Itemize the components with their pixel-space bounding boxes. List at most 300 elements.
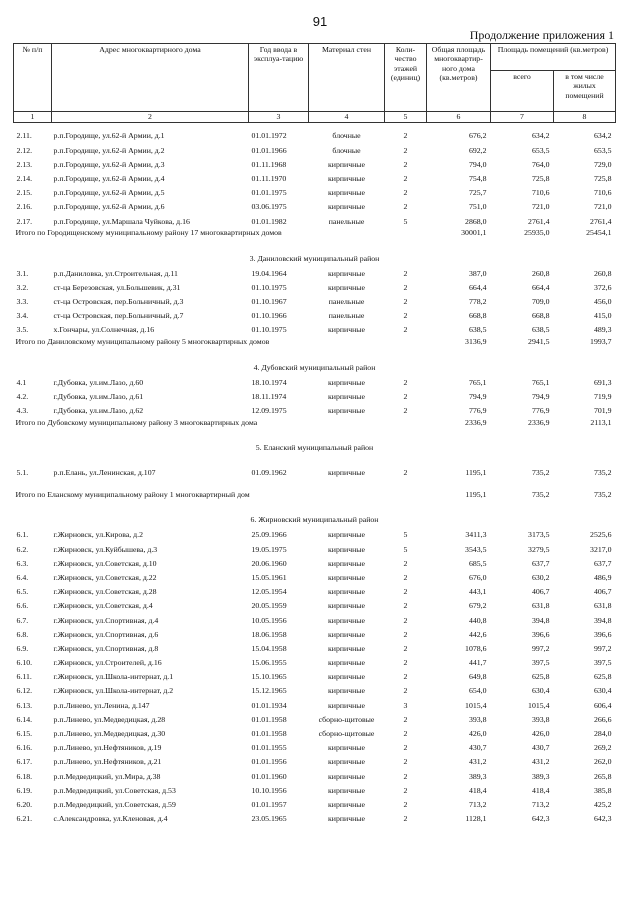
row-address: р.п.Медведицкий, ул.Мира, д.38 [53,771,161,781]
apartment-buildings-table [13,43,616,826]
row-material: кирпичные [328,785,365,795]
row-year: 15.04.1958 [251,643,287,653]
row-address: р.п.Линево, ул.Нефтяников, д.19 [53,743,162,753]
row-material: кирпичные [328,468,365,478]
row-year: 01.09.1962 [251,468,287,478]
row-number: 6.12. [16,686,33,696]
row-premises-living: 385,8 [593,785,612,795]
row-address: г.Жирновск, ул.Школа-интернат, д.2 [53,686,174,696]
row-material: кирпичные [328,743,365,753]
district-total-row [14,228,616,250]
table-row [14,542,616,556]
row-floors: 2 [403,601,408,611]
row-material: кирпичные [328,377,365,387]
row-premises-all: 713,2 [531,799,550,809]
table-row [14,613,616,627]
row-total-area: 389,3 [468,771,487,781]
page-number: 91 [312,14,328,29]
row-floors: 2 [403,145,408,155]
district-total-row [14,418,616,440]
row-floors: 2 [403,406,408,416]
row-floors: 5 [403,544,408,554]
row-premises-all: 396,6 [531,629,550,639]
district-heading-row [14,359,616,375]
row-floors: 2 [403,377,408,387]
row-premises-all: 637,7 [531,558,550,568]
total-spacer [385,490,427,512]
row-year: 03.06.1975 [251,202,287,212]
row-floors: 2 [403,202,408,212]
row-premises-living: 3217,0 [590,544,612,554]
row-material: кирпичные [328,530,365,540]
row-number: 4.2. [16,391,29,401]
row-material: кирпичные [328,601,365,611]
row-address: р.п.Медведицкий, ул.Советская, д.59 [53,799,176,809]
row-address: с.Александровка, ул.Кленовая, д.4 [53,814,168,824]
row-total-area: 668,8 [468,311,487,321]
row-floors: 2 [403,672,408,682]
total-label: Итого по Городищенскому муниципальному району 17 многоквартирных домов [15,228,282,238]
table-row [14,143,616,157]
row-year: 20.05.1959 [251,601,287,611]
row-total-area: 725,7 [468,188,487,198]
row-year: 15.10.1965 [251,672,287,682]
row-gap [14,480,616,490]
row-year: 01.01.1956 [251,757,287,767]
row-total-area: 2868,0 [465,216,487,226]
row-year: 01.01.1975 [251,188,287,198]
row-year: 12.09.1975 [251,406,287,416]
row-floors: 2 [403,325,408,335]
total-premises-living: 735,2 [593,490,612,499]
row-number: 6.5. [16,587,29,597]
row-material: кирпичные [328,544,365,554]
total-premises-living: 25454,1 [586,228,612,238]
row-premises-all: 710,6 [531,188,550,198]
row-address: г.Жирновск, ул.Советская, д.22 [53,572,157,582]
row-premises-living: 396,6 [593,629,612,639]
table-row [14,295,616,309]
row-year: 01.01.1960 [251,771,287,781]
row-premises-all: 764,0 [531,159,550,169]
row-premises-living: 653,5 [593,145,612,155]
row-address: р.п.Городище, ул.62-й Армии, д.5 [53,188,165,198]
row-number: 6.4. [16,572,29,582]
table-row [14,466,616,480]
row-total-area: 794,9 [468,391,487,401]
row-number: 4.1 [16,377,27,387]
row-premises-all: 630,2 [531,572,550,582]
row-floors: 2 [403,629,408,639]
row-year: 10.10.1956 [251,785,287,795]
row-total-area: 3411,3 [465,530,487,540]
table-header [14,44,616,123]
row-address: р.п.Медведицкий, ул.Советская, д.53 [53,785,176,795]
row-floors: 2 [403,658,408,668]
row-number: 6.19. [16,785,33,795]
row-floors: 2 [403,643,408,653]
table-row [14,727,616,741]
row-total-area: 751,0 [468,202,487,212]
row-year: 01.01.1958 [251,714,287,724]
row-premises-all: 393,8 [531,714,550,724]
row-premises-all: 776,9 [531,406,550,416]
row-year: 01.11.1968 [251,159,287,169]
row-premises-living: 691,3 [593,377,612,387]
row-material: панельные [328,216,365,226]
row-number: 3.2. [16,282,29,292]
row-material: кирпичные [328,282,365,292]
row-premises-living: 284,0 [593,729,612,739]
row-premises-all: 634,2 [531,131,550,141]
row-year: 15.06.1955 [251,658,287,668]
row-year: 01.10.1975 [251,325,287,335]
row-number: 6.3. [16,558,29,568]
table-row [14,627,616,641]
row-floors: 2 [403,686,408,696]
column-number: 5 [385,112,427,123]
row-premises-living: 735,2 [593,468,612,478]
row-floors: 2 [403,572,408,582]
header-premises-all: всего [491,71,554,112]
table-row [14,323,616,337]
row-number: 6.13. [16,700,33,710]
row-floors: 2 [403,814,408,824]
row-number: 6.10. [16,658,33,668]
row-premises-living: 997,2 [593,643,612,653]
row-address: г.Жирновск, ул.Советская, д.28 [53,587,157,597]
row-total-area: 679,2 [468,601,487,611]
row-year: 01.01.1972 [251,131,287,141]
row-address: г.Жирновск, ул.Кирова, д.2 [53,530,143,540]
row-number: 6.14. [16,714,33,724]
row-total-area: 778,2 [468,297,487,307]
column-number: 4 [309,112,385,123]
row-material: кирпичные [328,325,365,335]
row-material: кирпичные [328,159,365,169]
row-address: г.Дубовка, ул.им.Лазо, д.61 [53,391,144,401]
table-row [14,556,616,570]
row-total-area: 431,2 [468,757,487,767]
row-year: 01.01.1958 [251,729,287,739]
row-premises-living: 721,0 [593,202,612,212]
row-year: 15.12.1965 [251,686,287,696]
total-spacer [385,337,427,359]
total-area: 3136,9 [465,337,487,347]
table-row [14,172,616,186]
table-body [14,123,616,826]
row-year: 19.04.1964 [251,268,287,278]
row-year: 10.05.1956 [251,615,287,625]
row-total-area: 1128,1 [465,814,487,824]
table-row [14,528,616,542]
row-address: г.Жирновск, ул.Школа-интернат, д.1 [53,672,174,682]
row-year: 18.11.1974 [251,391,287,401]
column-number: 8 [554,112,616,123]
row-floors: 2 [403,282,408,292]
row-premises-all: 630,4 [531,686,550,696]
header-total-area: Общая площадь многоквартир-ного дома (кв.метров) [427,44,491,112]
row-number: 2.14. [16,173,33,183]
row-year: 15.05.1961 [251,572,287,582]
row-number: 6.15. [16,729,33,739]
row-premises-all: 625,8 [531,672,550,682]
row-total-area: 685,5 [468,558,487,568]
row-number: 6.21. [16,814,33,824]
row-premises-living: 710,6 [593,188,612,198]
row-number: 6.2. [16,544,29,554]
row-total-area: 426,0 [468,729,487,739]
continuation-caption: Продолжение приложения 1 [469,28,614,42]
row-floors: 2 [403,714,408,724]
row-material: кирпичные [328,587,365,597]
row-year: 01.11.1970 [251,173,287,183]
row-number: 6.17. [16,757,33,767]
row-total-area: 1015,4 [465,700,487,710]
row-premises-all: 397,5 [531,658,550,668]
row-total-area: 776,9 [468,406,487,416]
row-floors: 2 [403,188,408,198]
row-premises-all: 406,7 [531,587,550,597]
row-address: г.Жирновск, ул.Спортивная, д.8 [53,643,159,653]
table-row [14,670,616,684]
row-material: блочные [332,131,361,141]
row-number: 6.6. [16,601,29,611]
table-row [14,656,616,670]
row-number: 6.8. [16,629,29,639]
row-gap [14,456,616,466]
header-floors: Коли-чество этажей (единиц) [385,44,427,112]
row-premises-all: 735,2 [531,468,550,478]
row-material: кирпичные [328,700,365,710]
row-number: 6.16. [16,743,33,753]
total-label: Итого по Дубовскому муниципальному району 3 многоквартирных дома [15,417,258,427]
row-year: 01.10.1967 [251,297,287,307]
row-number: 3.3. [16,297,29,307]
row-premises-living: 262,0 [593,757,612,767]
row-address: г.Жирновск, ул.Строителей, д.16 [53,658,162,668]
row-material: кирпичные [328,173,365,183]
table-row [14,599,616,613]
row-address: г.Жирновск, ул.Советская, д.4 [53,601,153,611]
row-material: кирпичные [328,391,365,401]
row-floors: 2 [403,173,408,183]
row-premises-all: 631,8 [531,601,550,611]
header-num: № п/п [14,44,52,112]
row-premises-living: 634,2 [593,131,612,141]
row-total-area: 664,4 [468,282,487,292]
row-total-area: 676,2 [468,131,487,141]
row-material: кирпичные [328,672,365,682]
row-material: сборно-щитовые [318,714,375,724]
row-number: 2.17. [16,216,33,226]
row-premises-all: 430,7 [531,743,550,753]
table-row [14,404,616,418]
row-number: 6.11. [16,672,32,682]
row-total-area: 754,8 [468,173,487,183]
table-row [14,783,616,797]
row-premises-all: 765,1 [531,377,550,387]
district-total-row [14,490,616,512]
row-premises-all: 389,3 [531,771,550,781]
row-address: р.п.Городище, ул.62-й Армии, д.3 [53,159,165,169]
row-year: 18.10.1974 [251,377,287,387]
district-heading: 6. Жирновский муниципальный район [250,515,379,525]
row-year: 20.06.1960 [251,558,287,568]
row-address: р.п.Городище, ул.62-й Армии, д.6 [53,202,165,212]
row-total-area: 387,0 [468,268,487,278]
row-premises-all: 997,2 [531,643,550,653]
row-address: ст-ца Островская, пер.Больничный, д.3 [53,297,184,307]
row-floors: 2 [403,615,408,625]
header-year: Год ввода в эксплуа-тацию [249,44,309,112]
row-premises-living: 394,8 [593,615,612,625]
row-floors: 2 [403,268,408,278]
district-heading-row [14,440,616,456]
row-material: кирпичные [328,643,365,653]
district-heading: 4. Дубовский муниципальный район [253,362,376,372]
row-address: р.п.Даниловка, ул.Строительная, д.11 [53,268,178,278]
row-premises-living: 630,4 [593,686,612,696]
header-premises-area: Площадь помещений (кв.метров) [491,44,616,71]
row-total-area: 638,5 [468,325,487,335]
row-premises-living: 642,3 [593,814,612,824]
table-row [14,281,616,295]
row-material: сборно-щитовые [318,729,375,739]
row-number: 6.1. [16,530,29,540]
total-premises-living: 2113,1 [590,417,612,427]
header-premises-living: в том числе жилых помещений [554,71,616,112]
table-row [14,266,616,280]
header-material: Материал стен [309,44,385,112]
row-premises-all: 431,2 [531,757,550,767]
row-number: 2.11. [16,131,32,141]
row-number: 2.13. [16,159,33,169]
row-premises-living: 486,9 [593,572,612,582]
row-material: кирпичные [328,658,365,668]
row-year: 19.05.1975 [251,544,287,554]
row-number: 4.3. [16,406,29,416]
row-address: г.Жирновск, ул.Куйбышева, д.3 [53,544,158,554]
table-row [14,214,616,228]
total-premises-all: 2941,5 [528,337,550,347]
row-address: х.Гончары, ул.Солнечная, д.16 [53,325,155,335]
row-material: кирпичные [328,202,365,212]
table-row [14,309,616,323]
district-heading: 5. Еланский муниципальный район [255,443,374,453]
gap-cell [14,456,616,466]
total-spacer [385,228,427,250]
row-year: 12.05.1954 [251,587,287,597]
row-premises-living: 701,9 [593,406,612,416]
table-row [14,755,616,769]
row-address: ст-ца Березовская, ул.Большевик, д.31 [53,282,181,292]
row-premises-all: 1015,4 [528,700,550,710]
district-heading-row [14,512,616,528]
row-number: 2.12. [16,145,33,155]
table-row [14,571,616,585]
row-total-area: 765,1 [468,377,487,387]
district-heading: 3. Даниловский муниципальный район [249,253,380,263]
row-floors: 2 [403,391,408,401]
total-label: Итого по Даниловскому муниципальному району 5 многоквартирных домов [15,337,270,347]
row-floors: 3 [403,700,408,710]
row-address: р.п.Линево, ул.Медведицкая, д.28 [53,714,166,724]
row-year: 01.01.1955 [251,743,287,753]
row-total-area: 713,2 [468,799,487,809]
row-address: г.Жирновск, ул.Спортивная, д.4 [53,615,159,625]
row-total-area: 442,6 [468,629,487,639]
row-number: 2.15. [16,188,33,198]
row-material: блочные [332,145,361,155]
row-number: 3.5. [16,325,29,335]
table-row [14,741,616,755]
row-premises-all: 709,0 [531,297,550,307]
row-premises-living: 425,2 [593,799,612,809]
row-year: 23.05.1965 [251,814,287,824]
column-number: 3 [249,112,309,123]
row-premises-all: 725,8 [531,173,550,183]
row-material: кирпичные [328,615,365,625]
row-total-area: 794,0 [468,159,487,169]
table-row [14,698,616,712]
row-premises-all: 653,5 [531,145,550,155]
row-premises-all: 394,8 [531,615,550,625]
row-floors: 5 [403,530,408,540]
total-premises-all: 25935,0 [524,228,550,238]
row-premises-living: 397,5 [593,658,612,668]
row-floors: 2 [403,757,408,767]
row-floors: 2 [403,799,408,809]
row-premises-living: 406,7 [593,587,612,597]
row-premises-living: 372,6 [593,282,612,292]
row-total-area: 441,7 [468,658,487,668]
row-floors: 2 [403,297,408,307]
row-premises-living: 725,8 [593,173,612,183]
row-premises-living: 265,8 [593,771,612,781]
row-total-area: 418,4 [468,785,487,795]
table-row [14,684,616,698]
row-material: кирпичные [328,572,365,582]
row-floors: 2 [403,558,408,568]
total-spacer [385,418,427,440]
row-premises-living: 269,2 [593,743,612,753]
row-address: г.Жирновск, ул.Советская, д.10 [53,558,157,568]
row-material: кирпичные [328,686,365,696]
total-area: 30001,1 [461,228,487,238]
table-row [14,157,616,171]
row-premises-all: 794,9 [531,391,550,401]
total-area: 2336,9 [465,417,487,427]
row-premises-all: 3173,5 [528,530,550,540]
row-premises-living: 260,8 [593,268,612,278]
row-number: 3.1. [16,268,29,278]
row-premises-living: 625,8 [593,672,612,682]
header-address: Адрес многоквартирного дома [52,44,249,112]
row-total-area: 430,7 [468,743,487,753]
table-row [14,769,616,783]
row-premises-living: 415,0 [593,311,612,321]
row-address: р.п.Линево, ул.Ленина, д.147 [53,700,150,710]
row-year: 01.01.1966 [251,145,287,155]
row-total-area: 393,8 [468,714,487,724]
row-address: р.п.Городище, ул.62-й Армии, д.1 [53,131,165,141]
table-row [14,200,616,214]
row-number: 3.4. [16,311,29,321]
column-number: 2 [52,112,249,123]
total-area: 1195,1 [465,490,487,499]
row-total-area: 1078,6 [465,643,487,653]
